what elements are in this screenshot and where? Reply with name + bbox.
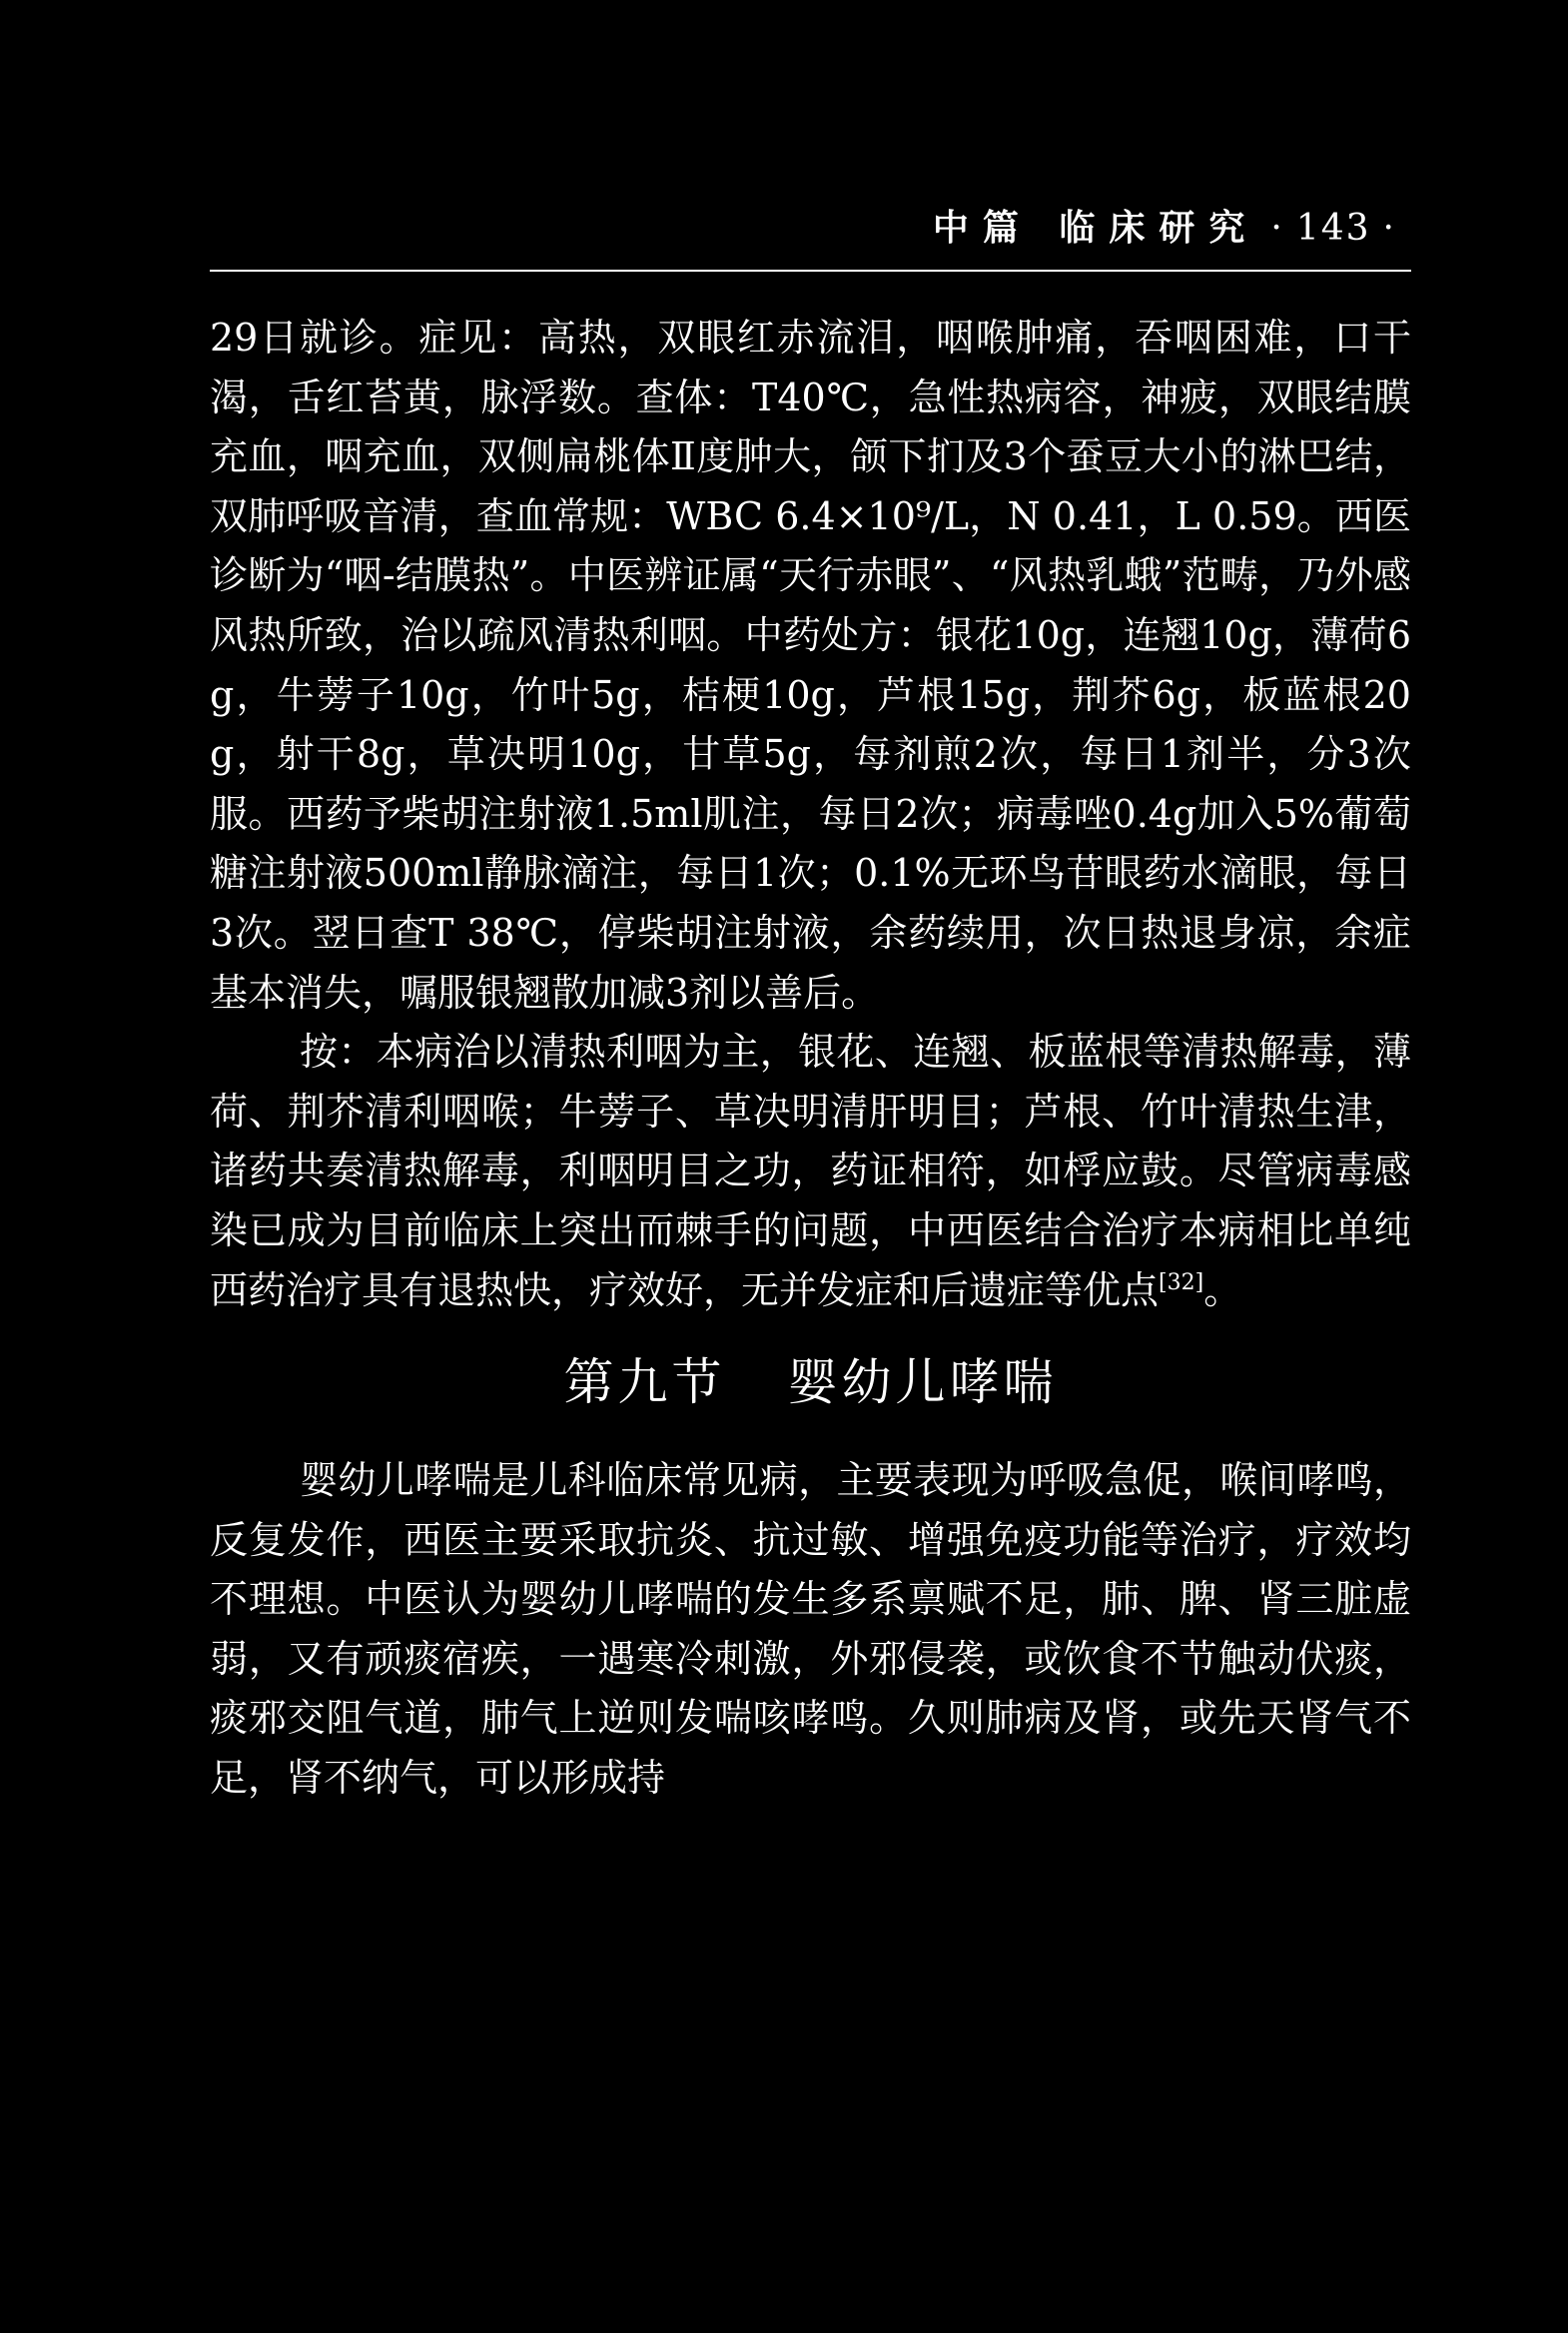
journal-title: 中篇 临床研究 — [932, 208, 1259, 249]
header-separator: · — [1270, 208, 1284, 249]
section-title: 婴幼儿哮喘 — [787, 1353, 1058, 1412]
section-paragraph: 婴幼儿哮喘是儿科临床常见病，主要表现为呼吸急促，喉间哮鸣，反复发作，西医主要采取抗炎、抗过敏、增强免疫功能等治疗，疗效均不理想。中医认为婴幼儿哮喘的发生多系禀赋不足，肺、脾、肾三脏虚弱，又有顽痰宿疾，一遇寒冷刺激，外邪侵袭，或饮食不节触动伏痰，痰邪交阻气道，肺气上逆则发喘咳哮鸣。久则肺病及肾，或先天肾气不足，肾不纳气，可以形成持 — [210, 1458, 1411, 1801]
case-paragraph: 29日就诊。症见：高热，双眼红赤流泪，咽喉肿痛，吞咽困难，口干渴，舌红苔黄，脉浮数。查体：T40℃，急性热病容，神疲，双眼结膜充血，咽充血，双侧扁桃体Ⅱ度肿大，颌下扪及3个蚕豆大小的淋巴结，双肺呼吸音清，查血常规：WBC 6.4×10⁹/L，N 0.41，L 0.59。西医诊断为“咽-结膜热”。中医辨证属“天行赤眼”、“风热乳蛾”范畴，乃外感风热所致，治以疏风清热利咽。中药处方：银花10g，连翘10g，薄荷6g，牛蒡子10g，竹叶5g，桔梗10g，芦根15g，荆芥6g，板蓝根20g，射干8g，草决明10g，甘草5g，每剂煎2次，每日1剂半，分3次服。西药予柴胡注射液1.5ml肌注，每日2次；病毒唑0.4g加入5%葡萄糖注射液500ml静脉滴注，每日1次；0.1%无环鸟苷眼药水滴眼，每日3次。翌日查T 38℃，停柴胡注射液，余药续用，次日热退身凉，余症基本消失，嘱服银翘散加减3剂以善后。 — [210, 316, 1411, 1015]
body-text — [210, 309, 1411, 1809]
section-number: 第九节 — [563, 1353, 726, 1412]
running-header — [210, 200, 1408, 260]
section-heading — [210, 1342, 1411, 1422]
header-separator-end: · — [1382, 208, 1396, 249]
note-text: 按：本病治以清热利咽为主，银花、连翘、板蓝根等清热解毒，薄荷、荆芥清利咽喉；牛蒡子、草决明清肝明目；芦根、竹叶清热生津，诸药共奏清热解毒，利咽明目之功，药证相符，如桴应鼓。尽管病毒感染已成为目前临床上突出而棘手的问题，中西医结合治疗本病相比单纯西药治疗具有退热快，疗效好，无并发症和后遗症等优点 — [210, 1030, 1411, 1312]
note-paragraph — [210, 1023, 1411, 1320]
citation-marker: [32] — [1159, 1269, 1204, 1295]
page-number: 143 — [1295, 208, 1371, 249]
note-end: 。 — [1203, 1267, 1242, 1312]
header-rule — [210, 270, 1411, 272]
